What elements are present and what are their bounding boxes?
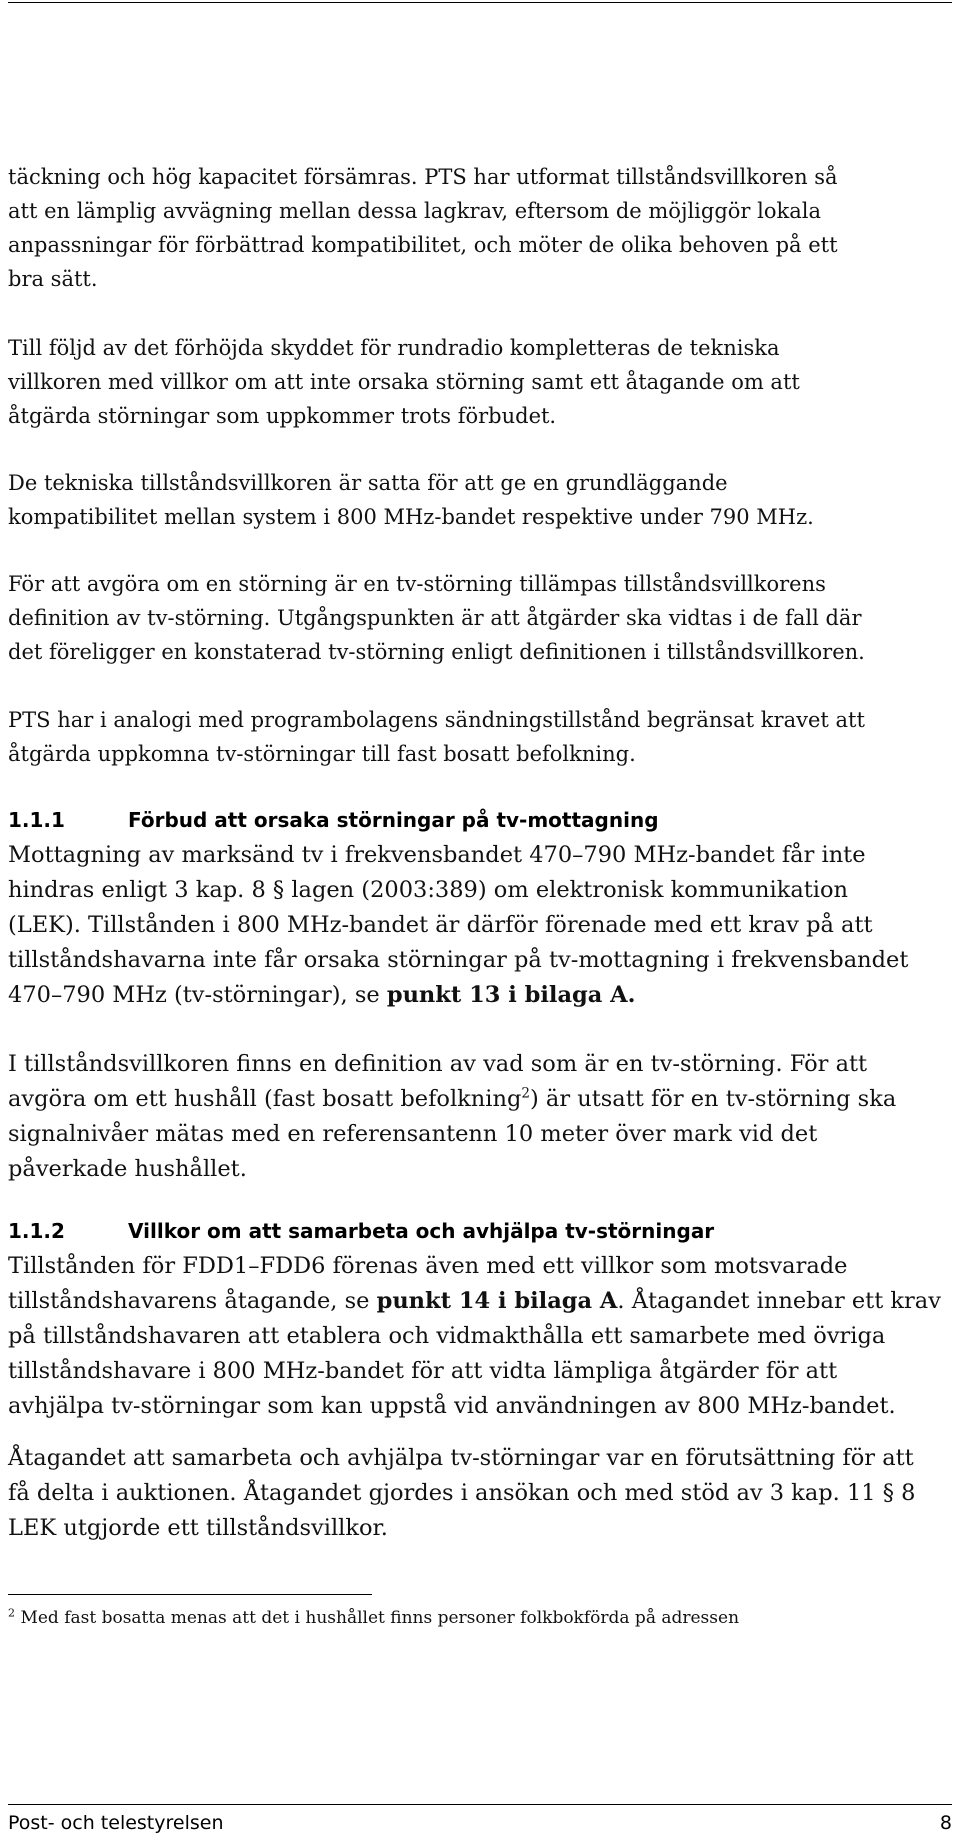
text-run: avgöra om ett hushåll (fast bosatt befolkning	[8, 1086, 522, 1112]
text-line: Åtagandet att samarbeta och avhjälpa tv-störningar var en förutsättning för att	[8, 1445, 914, 1471]
text-run: 470–790 MHz (tv-störningar), se	[8, 982, 387, 1008]
text-line: avhjälpa tv-störningar som kan uppstå vid användningen av 800 MHz-bandet.	[8, 1393, 896, 1419]
text-line: tillståndshavarna inte får orsaka störningar på tv-mottagning i frekvensbandet	[8, 947, 909, 973]
page-number: 8	[939, 1812, 952, 1834]
text-line: villkoren med villkor om att inte orsaka störning samt ett åtagande om att	[8, 370, 800, 394]
paragraph-cooperation-condition	[8, 1249, 948, 1424]
text-line	[8, 1082, 948, 1117]
text-line: De tekniska tillståndsvillkoren är satta för att ge en grundläggande	[8, 471, 728, 495]
text-line: För att avgöra om en störning är en tv-störning tillämpas tillståndsvillkorens	[8, 572, 826, 596]
text-line: hindras enligt 3 kap. 8 § lagen (2003:389) om elektronisk kommunikation	[8, 877, 849, 903]
text-line: PTS har i analogi med programbolagens sändningstillstånd begränsat kravet att	[8, 708, 865, 732]
text-line: LEK utgjorde ett tillståndsvillkor.	[8, 1515, 388, 1541]
reference-bold: punkt 14 i bilaga A	[376, 1288, 618, 1314]
paragraph-auction-condition	[8, 1441, 948, 1546]
text-line: täckning och hög kapacitet försämras. PTS har utformat tillståndsvillkoren så	[8, 165, 838, 189]
section-title: Villkor om att samarbeta och avhjälpa tv-störningar	[128, 1219, 715, 1243]
reference-bold: punkt 13 i bilaga A.	[386, 982, 636, 1008]
section-number: 1.1.1	[8, 808, 65, 832]
text-line: Mottagning av marksänd tv i frekvensbandet 470–790 MHz-bandet får inte	[8, 842, 866, 868]
paragraph-intro	[8, 160, 948, 296]
text-line: att en lämplig avvägning mellan dessa lagkrav, eftersom de möjliggör lokala	[8, 199, 821, 223]
paragraph-prohibition	[8, 838, 948, 1013]
footnote-text: Med fast bosatta menas att det i hushållet finns personer folkbokförda på adressen	[20, 1608, 740, 1628]
text-line: på tillståndshavaren att etablera och vidmakthålla ett samarbete med övriga	[8, 1323, 886, 1349]
text-line: tillståndshavare i 800 MHz-bandet för att vidta lämpliga åtgärder för att	[8, 1358, 838, 1384]
text-line: påverkade hushållet.	[8, 1156, 247, 1182]
text-line: bra sätt.	[8, 267, 98, 291]
text-line: I tillståndsvillkoren finns en definition av vad som är en tv-störning. För att	[8, 1051, 868, 1077]
text-line: (LEK). Tillstånden i 800 MHz-bandet är därför förenade med ett krav på att	[8, 912, 873, 938]
text-line: kompatibilitet mellan system i 800 MHz-bandet respektive under 790 MHz.	[8, 505, 814, 529]
footnote-marker: 2	[8, 1606, 16, 1620]
text-line: åtgärda uppkomna tv-störningar till fast bosatt befolkning.	[8, 742, 636, 766]
text-line: få delta i auktionen. Åtagandet gjordes i ansökan och med stöd av 3 kap. 11 § 8	[8, 1480, 916, 1506]
footnote	[8, 1608, 739, 1628]
text-run: . Åtagandet innebar ett krav	[617, 1288, 941, 1314]
paragraph-definition-measurement	[8, 1047, 948, 1187]
text-line: Till följd av det förhöjda skyddet för rundradio kompletteras de tekniska	[8, 336, 780, 360]
text-line: signalnivåer mätas med en referensantenn 10 meter över mark vid det	[8, 1121, 818, 1147]
text-line	[8, 1284, 948, 1319]
text-run: ) är utsatt för en tv-störning ska	[529, 1086, 897, 1112]
text-line: åtgärda störningar som uppkommer trots förbudet.	[8, 404, 557, 428]
text-run: tillståndshavarens åtagande, se	[8, 1288, 377, 1314]
section-heading-1-1-2	[8, 1219, 714, 1243]
text-line: det föreligger en konstaterad tv-störning enligt definitionen i tillståndsvillkoren.	[8, 640, 865, 664]
paragraph-interference-protection	[8, 331, 948, 433]
text-line: Tillstånden för FDD1–FDD6 förenas även med ett villkor som motsvarade	[8, 1253, 848, 1279]
paragraph-fixed-population	[8, 703, 948, 771]
text-line	[8, 978, 948, 1013]
paragraph-technical-conditions	[8, 466, 948, 534]
text-line: anpassningar för förbättrad kompatibilitet, och möter de olika behoven på ett	[8, 233, 838, 257]
footer-organization: Post- och telestyrelsen	[8, 1812, 224, 1834]
paragraph-tv-interference-definition	[8, 567, 948, 669]
footnote-reference: 2	[521, 1085, 530, 1102]
section-heading-1-1-1	[8, 808, 659, 832]
header-rule	[8, 2, 952, 3]
text-line: definition av tv-störning. Utgångspunkten är att åtgärder ska vidtas i de fall där	[8, 606, 862, 630]
footer-rule	[8, 1804, 952, 1805]
section-title: Förbud att orsaka störningar på tv-mottagning	[128, 808, 659, 832]
footnote-separator	[8, 1594, 372, 1595]
section-number: 1.1.2	[8, 1219, 65, 1243]
